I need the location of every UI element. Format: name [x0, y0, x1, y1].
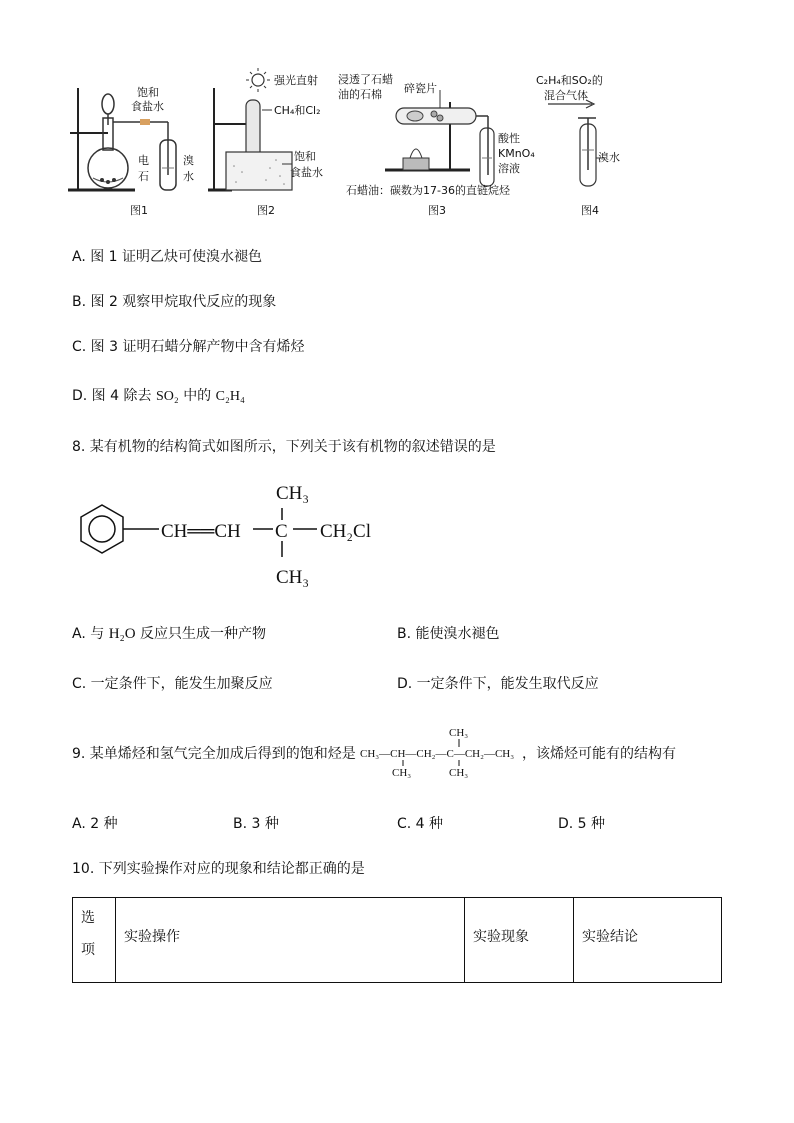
fig1-label-bromine-2: 水: [183, 170, 194, 183]
q8-option-a-suffix: 反应只生成一种产物: [140, 626, 267, 642]
q10-table: [72, 897, 722, 983]
fig4-label-gas-2: 混合气体: [544, 89, 588, 102]
q8-structure: [65, 475, 465, 595]
q9-ch3-top: CH₃: [449, 727, 469, 739]
fig1-caption: 图1: [130, 204, 148, 217]
q7-option-d-mid: 中的: [183, 388, 212, 404]
fig3-label-acid-3: 溶液: [498, 162, 520, 175]
fig3-label-porcelain: 碎瓷片: [404, 82, 437, 95]
q9-ch3-below-1: CH₃: [392, 767, 412, 779]
q9-formula-main: CH₃—CH—CH₂—C—CH₂—CH₃: [360, 748, 515, 760]
q8-ch3-bottom: CH₃: [276, 567, 310, 588]
q7-option-b[interactable]: B. 图 2 观察甲烷取代反应的现象: [72, 294, 277, 310]
fig3-note: 石蜡油：碳数为17-36的直链烷烃: [346, 184, 510, 197]
q8-ch-eq-ch: CH══CH: [161, 521, 241, 542]
q7-option-d-formula-2: C₂H₄: [215, 389, 245, 404]
q7-option-d-text: D. 图 4 除去: [72, 388, 152, 404]
table-header-row: [73, 898, 722, 983]
header-option-2: 项: [81, 942, 95, 958]
q7-option-d-formula-1: SO₂: [155, 389, 179, 404]
fig3-label-acid-2: KMnO₄: [498, 147, 535, 160]
q7-option-a[interactable]: A. 图 1 证明乙炔可使溴水褪色: [72, 249, 263, 265]
fig2-label-gas: CH₄和Cl₂: [274, 104, 321, 117]
q8-option-b[interactable]: B. 能使溴水褪色: [397, 626, 500, 642]
q8-option-a[interactable]: [72, 625, 266, 643]
q8-ch2cl: CH₂Cl: [320, 521, 371, 542]
q9-stem-prefix: 9. 某单烯烃和氢气完全加成后得到的饱和烃是: [72, 746, 356, 762]
q7-option-c[interactable]: C. 图 3 证明石蜡分解产物中含有烯烃: [72, 339, 305, 355]
benzene-ring: [81, 505, 123, 553]
apparatus-figures: [0, 0, 794, 225]
fig2-label-light: 强光直射: [274, 74, 318, 87]
q7-option-d[interactable]: [72, 387, 245, 406]
fig1-label-carbide-2: 石: [138, 170, 149, 183]
fig1-label-carbide-1: 电: [138, 154, 149, 167]
q8-option-a-formula: H₂O: [108, 626, 136, 642]
fig3-label-acid-1: 酸性: [498, 132, 520, 145]
figure-3: [338, 72, 535, 217]
q9-option-c[interactable]: C. 4 种: [397, 816, 444, 832]
q8-c-center: C: [275, 521, 288, 542]
q9-option-b[interactable]: B. 3 种: [233, 816, 279, 832]
q9-formula: [356, 724, 526, 784]
header-option: [73, 898, 116, 983]
q8-stem: 8. 某有机物的结构简式如图所示，下列关于该有机物的叙述错误的是: [72, 439, 496, 455]
header-phenomenon: 实验现象: [465, 898, 574, 983]
figure-2: [208, 68, 323, 217]
q9-stem-suffix: ，该烯烃可能有的结构有: [522, 746, 676, 762]
fig2-caption: 图2: [257, 204, 275, 217]
fig3-label-soaked-1: 浸透了石蜡: [338, 73, 393, 86]
q8-option-d[interactable]: D. 一定条件下，能发生取代反应: [397, 676, 599, 692]
header-conclusion: 实验结论: [574, 898, 722, 983]
q9-option-d[interactable]: D. 5 种: [558, 816, 606, 832]
fig4-label-gas-1: C₂H₄和SO₂的: [536, 74, 603, 87]
q8-option-c[interactable]: C. 一定条件下，能发生加聚反应: [72, 676, 273, 692]
fig3-label-soaked-2: 油的石棉: [338, 88, 382, 101]
q8-option-a-prefix: A. 与: [72, 626, 105, 642]
fig2-label-saturated-1: 饱和: [294, 150, 316, 163]
q10-stem: 10. 下列实验操作对应的现象和结论都正确的是: [72, 861, 365, 877]
header-operation: 实验操作: [116, 898, 465, 983]
q8-ch3-top: CH₃: [276, 483, 310, 504]
fig1-label-saturated-2: 食盐水: [131, 100, 164, 113]
figure-1: [68, 85, 194, 217]
figure-4: [536, 74, 620, 217]
fig2-label-saturated-2: 食盐水: [290, 166, 323, 179]
q9-ch3-below-2: CH₃: [449, 767, 469, 779]
fig1-label-saturated-1: 饱和: [137, 86, 159, 99]
fig1-label-bromine-1: 溴: [183, 154, 194, 167]
q9-option-a[interactable]: A. 2 种: [72, 816, 118, 832]
header-option-1: 选: [81, 910, 95, 926]
fig3-caption: 图3: [428, 204, 446, 217]
fig4-label-bromine: 溴水: [598, 151, 620, 164]
fig4-caption: 图4: [581, 204, 599, 217]
